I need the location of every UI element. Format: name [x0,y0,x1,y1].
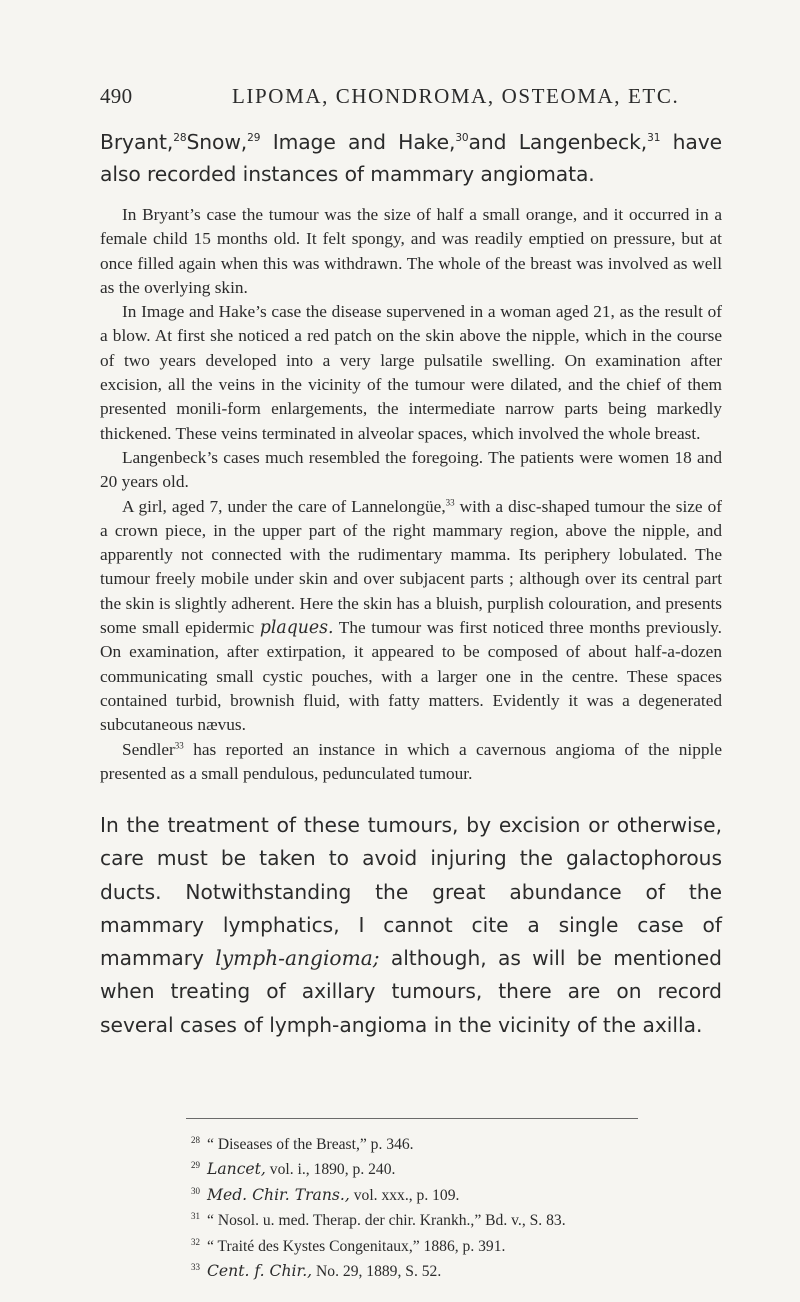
footnote-31: 31 “ Nosol. u. med. Therap. der chir. Krankh.,” Bd. v., S. 83. [191,1206,751,1231]
intro-paragraph-block [100,126,722,190]
case-paragraph-sendler: Sendler$^{33}$ has reported an instance in which a cavernous angioma of the nipple presented as a small pendulous, pedunculated tumour. [100,739,722,783]
footnote-29: 29 Lancet, vol. i., 1890, p. 240. [191,1155,751,1180]
running-title: LIPOMA, CHONDROMA, OSTEOMA, ETC. [232,84,680,108]
case-paragraph-bryant: In Bryant’s case the tumour was the size of half a small orange, and it occurred in a female child 15 months old. It felt spongy, and was readily emptied on pressure, but at once filled again when this was withdrawn. The whole of the breast was involved as well as the overlying skin. [100,205,722,297]
footnote-ref: 28 [173,132,187,145]
footnote-28: 28 “ Diseases of the Breast,” p. 346. [191,1130,751,1155]
case-paragraph-langenbeck: Langenbeck’s cases much resembled the foregoing. The patients were women 18 and 20 years old. [100,447,722,492]
case-reports [100,203,722,786]
footnote-rule [186,1118,638,1119]
footnote-33: 33 Cent. f. Chir., No. 29, 1889, S. 52. [191,1257,751,1282]
footnote-ref: 31 [647,132,661,145]
case-paragraph-lannelongue: A girl, aged 7, under the care of Lannelongüe,$^{33}$ with a disc-shaped tumour the size of a crown piece, in the upper part of the right mammary region, above the nipple, and apparently not connected with the rudimentary mamma. Its periphery lobulated. The tumour freely mobile under skin and over subjacent parts ; although over its central part the skin is slightly adherent. Here the skin has a bluish, purplish colouration, and presents some small epidermic plaques. The tumour was first noticed three months previously. On examination, after extirpation, it appeared to be composed of about half-a-dozen communicating small cystic pouches, with a larger one in the centre. These spaces contained turbid, brownish fluid, with fatty matters. Evidently it was a degenerated subcutaneous nævus. [100,496,722,735]
intro-paragraph: Bryant,$^{28}$Snow,$^{29}$ Image and Hake,$^{30}$and Langenbeck,$^{31}$ have also recorded instances of mammary angiomata. [100,130,722,186]
footnote-ref: 33 [445,496,455,507]
footnote-ref: 33 [174,739,184,750]
footnote-30: 30 Med. Chir. Trans., vol. xxx., p. 109. [191,1181,751,1206]
treatment-paragraph: In the treatment of these tumours, by excision or otherwise, care must be taken to avoid injuring the galactophorous ducts. Notwithstanding the great abundance of the mammary lymphatics, I cannot cite a single case of mammary lymph-angioma; although, as will be mentioned when treating of axillary tumours, there are on record several cases of lymph-angioma in the vicinity of the axilla. [100,813,722,1037]
footnote-mark: 32 [191,1236,200,1247]
footnote-mark: 31 [191,1211,200,1222]
footnote-ref: 30 [455,132,469,145]
footnote-mark: 29 [191,1160,200,1171]
footnote-ref: 29 [247,132,261,145]
case-paragraph-image-hake: In Image and Hake’s case the disease supervened in a woman aged 21, as the result of a blow. At first she noticed a red patch on the skin above the nipple, which in the course of two years developed into a very large pulsatile swelling. On examination after excision, all the veins in the vicinity of the tumour were dilated, and the chief of them presented monili-form enlargements, the intermediate narrow parts being markedly thickened. These veins terminated in alveolar spaces, which involved the whole breast. [100,302,722,443]
running-head [100,84,720,109]
treatment-paragraph-block [100,809,722,1042]
footnote-mark: 28 [191,1135,200,1145]
footnote-32: 32 “ Traité des Kystes Congenitaux,” 1886, p. 391. [191,1232,751,1257]
footnote-mark: 30 [191,1185,200,1196]
footnotes [191,1130,751,1282]
footnote-mark: 33 [191,1262,200,1273]
page-number: 490 [100,84,133,108]
